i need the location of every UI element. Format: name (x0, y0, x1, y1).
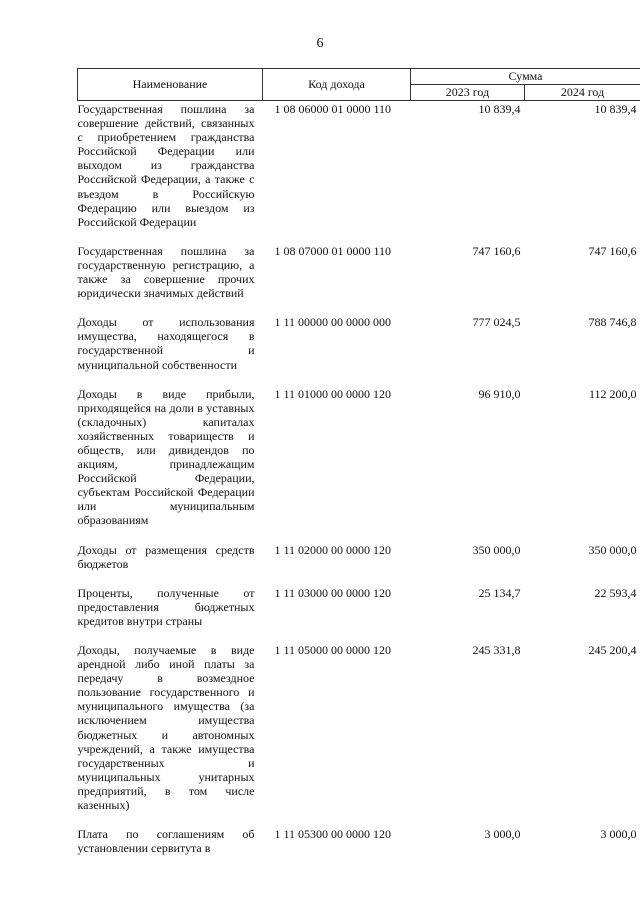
table-row (78, 642, 640, 826)
table-row (78, 101, 640, 243)
row-value-2023: 10 839,4 (478, 102, 521, 116)
row-value-2023: 245 331,8 (472, 643, 521, 657)
row-value-2024: 22 593,4 (594, 585, 637, 600)
row-name: Плата по соглашениям об установлении сервитута в (77, 827, 255, 856)
row-code: 1 11 01000 00 0000 120 (274, 386, 392, 401)
row-name: Доходы от размещения средств бюджетов (77, 542, 255, 571)
header-year-2023: 2023 год (411, 85, 525, 101)
row-value-2024: 3 000,0 (600, 827, 637, 842)
row-name: Доходы в виде прибыли, приходящейся на доли в уставных (складочных) капиталах хозяйственных товариществ и обществ, или дивидендов по акциям, принадлежащим Российской Федерации, субъектам Российской Федерации или муниципальным образованиям (77, 386, 255, 528)
row-name: Государственная пошлина за государственную регистрацию, а также за совершение прочих юридически значимых действий (77, 243, 255, 301)
header-code: Код дохода (263, 69, 411, 101)
row-value-2024: 112 200,0 (588, 386, 637, 401)
header-name: Наименование (78, 69, 263, 101)
table-row (78, 585, 640, 642)
row-value-2023: 96 910,0 (478, 386, 521, 401)
row-code: 1 11 03000 00 0000 120 (274, 585, 392, 600)
row-value-2024: 10 839,4 (594, 102, 637, 116)
table-row (78, 243, 640, 314)
row-code: 1 08 07000 01 0000 110 (274, 243, 392, 258)
row-code: 1 11 02000 00 0000 120 (274, 542, 392, 557)
row-name: Доходы, получаемые в виде арендной либо иной платы за передачу в возмездное пользование государственного и муниципального имущества (за исключением имущества бюджетных и автономных учреждений, а также имущества государственных и муниципальных унитарных предприятий, в том числе казенных) (77, 643, 255, 813)
revenue-table (77, 68, 640, 869)
row-value-2023: 747 160,6 (472, 243, 521, 258)
row-code: 1 11 05300 00 0000 120 (274, 827, 392, 842)
table-row (78, 826, 640, 869)
row-value-2024: 350 000,0 (588, 542, 637, 557)
row-value-2023: 3 000,0 (484, 827, 521, 842)
row-value-2024: 788 746,8 (588, 315, 637, 330)
row-value-2023: 350 000,0 (472, 542, 521, 557)
row-code: 1 11 05000 00 0000 120 (274, 643, 392, 657)
row-code: 1 08 06000 01 0000 110 (274, 102, 392, 116)
header-year-2024: 2024 год (525, 85, 640, 101)
row-value-2024: 747 160,6 (588, 243, 637, 258)
table-row (78, 314, 640, 385)
row-name: Проценты, полученные от предоставления бюджетных кредитов внутри страны (77, 585, 255, 628)
table-row (78, 542, 640, 585)
row-value-2023: 25 134,7 (478, 585, 521, 600)
table-body (78, 101, 640, 870)
row-code: 1 11 00000 00 0000 000 (274, 315, 392, 330)
revenue-table-container (77, 68, 640, 869)
table-header (78, 69, 640, 101)
row-name: Доходы от использования имущества, находящегося в государственной и муниципальной собственности (77, 315, 255, 372)
header-sum: Сумма (411, 69, 640, 85)
row-name: Государственная пошлина за совершение действий, связанных с приобретением гражданства Российской Федерации или выходом из гражданства Российской Федерации, а также с въездом в Российскую Федерацию или выездом из Российской Федерации (77, 102, 255, 229)
page-number: 6 (316, 36, 324, 51)
row-value-2024: 245 200,4 (588, 643, 637, 657)
table-row (78, 386, 640, 542)
row-value-2023: 777 024,5 (472, 315, 521, 330)
